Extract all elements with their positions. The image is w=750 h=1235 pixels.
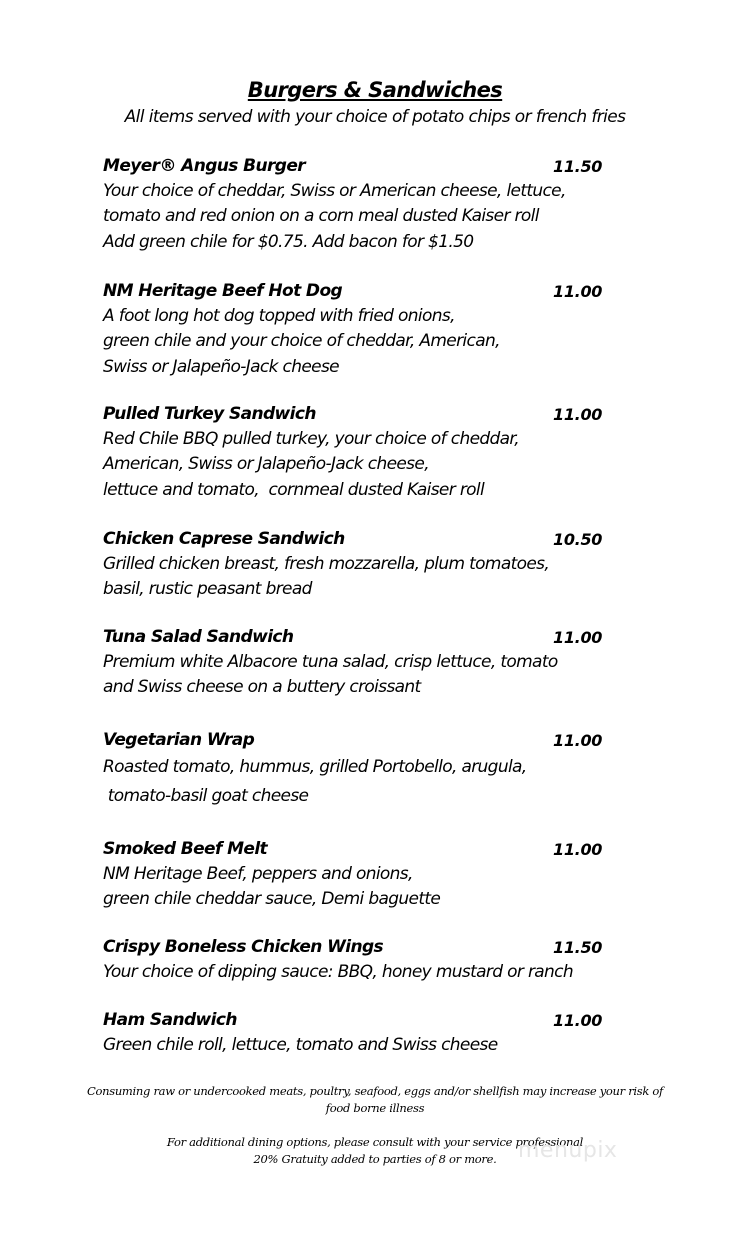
menu-item-vegetarian-wrap [103, 728, 663, 811]
item-price: 10.50 [553, 530, 603, 549]
item-price: 11.00 [553, 628, 603, 647]
health-warning [0, 1083, 750, 1117]
menu-item-hot-dog [103, 279, 663, 380]
item-price: 11.50 [553, 157, 603, 176]
item-name: Meyer® Angus Burger [103, 156, 306, 176]
health-warning-line: Consuming raw or undercooked meats, poultry, seafood, eggs and/or shellfish may increase your risk of [87, 1084, 663, 1098]
section-title: Burgers & Sandwiches [247, 78, 503, 102]
menu-item-angus-burger [103, 154, 663, 255]
item-description: Grilled chicken breast, fresh mozzarella, plum tomatoes, basil, rustic peasant bread [103, 554, 550, 600]
menu-header [0, 76, 750, 130]
item-description: Roasted tomato, hummus, grilled Portobello, arugula, tomato-basil goat cheese [103, 757, 527, 806]
item-description: NM Heritage Beef, peppers and onions, green chile cheddar sauce, Demi baguette [103, 864, 441, 910]
health-warning-line: food borne illness [325, 1101, 425, 1115]
item-price: 11.00 [553, 282, 603, 301]
item-name: Pulled Turkey Sandwich [103, 404, 316, 424]
menupix-watermark: menupix [518, 1138, 618, 1163]
menu-item-ham-sandwich [103, 1008, 663, 1058]
item-name: NM Heritage Beef Hot Dog [103, 281, 343, 301]
item-name: Smoked Beef Melt [103, 839, 268, 859]
item-description: Premium white Albacore tuna salad, crisp lettuce, tomato and Swiss cheese on a buttery croissant [103, 652, 558, 698]
item-description: Red Chile BBQ pulled turkey, your choice of cheddar, American, Swiss or Jalapeño-Jack cheese, lettuce and tomato, cornmeal dusted Kaiser roll [103, 429, 519, 500]
item-price: 11.00 [553, 731, 603, 750]
item-price: 11.00 [553, 405, 603, 424]
gratuity-note-line: 20% Gratuity added to parties of 8 or more. [253, 1152, 497, 1166]
menu-item-tuna-salad [103, 625, 663, 701]
service-note [0, 1134, 750, 1168]
service-note-line: For additional dining options, please consult with your service professional [166, 1135, 584, 1149]
item-description: A foot long hot dog topped with fried onions, green chile and your choice of cheddar, American, Swiss or Jalapeño-Jack cheese [103, 306, 500, 377]
item-price: 11.00 [553, 1011, 603, 1030]
menu-item-chicken-caprese [103, 527, 663, 603]
menu-item-pulled-turkey [103, 402, 663, 503]
item-name: Tuna Salad Sandwich [103, 627, 294, 647]
section-subtitle: All items served with your choice of potato chips or french fries [124, 107, 626, 127]
item-name: Chicken Caprese Sandwich [103, 529, 345, 549]
menu-item-smoked-beef-melt [103, 837, 663, 913]
item-description: Your choice of cheddar, Swiss or American cheese, lettuce, tomato and red onion on a corn meal dusted Kaiser roll Add green chile for $0.75. Add bacon for $1.50 [103, 181, 566, 252]
item-name: Crispy Boneless Chicken Wings [103, 937, 384, 957]
menu-item-chicken-wings [103, 935, 663, 985]
item-description: Your choice of dipping sauce: BBQ, honey mustard or ranch [103, 962, 573, 982]
item-price: 11.50 [553, 938, 603, 957]
item-name: Vegetarian Wrap [103, 730, 255, 750]
item-price: 11.00 [553, 840, 603, 859]
item-name: Ham Sandwich [103, 1010, 237, 1030]
item-description: Green chile roll, lettuce, tomato and Swiss cheese [103, 1035, 498, 1055]
